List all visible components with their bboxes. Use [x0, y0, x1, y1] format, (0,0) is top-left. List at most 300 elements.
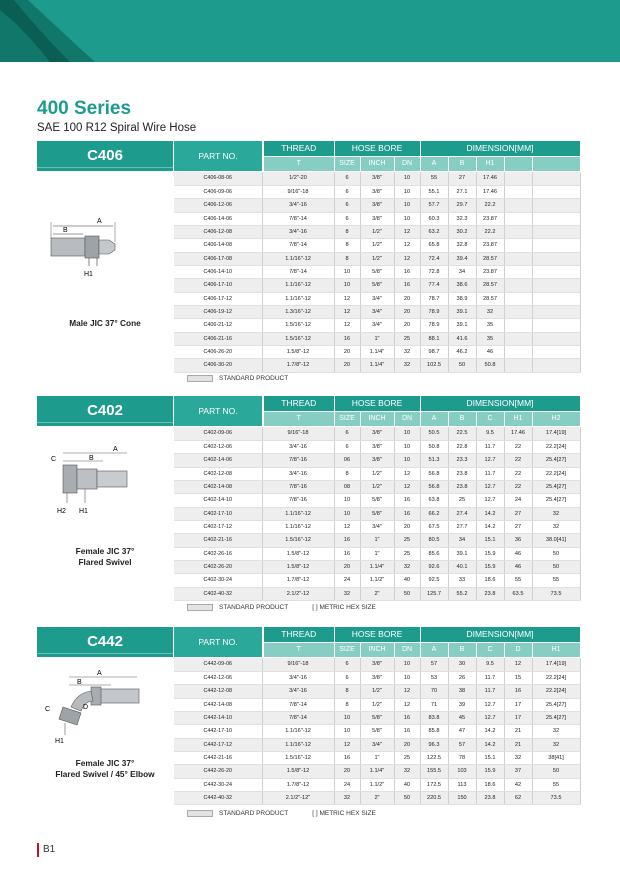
table-cell: 72.8: [420, 265, 448, 278]
table-cell: 1.1/4": [360, 765, 394, 778]
dim-col-header: D: [504, 642, 532, 657]
table-cell: 10: [394, 658, 420, 671]
table-cell: 38: [448, 685, 476, 698]
table-cell: 12: [394, 698, 420, 711]
fitting-name: [37, 758, 173, 780]
table-cell: 16: [504, 685, 532, 698]
table-cell: 25: [394, 332, 420, 345]
table-cell: 10: [334, 265, 360, 278]
table-cell: 32: [532, 507, 580, 520]
part-number-cell: C406-12-06: [174, 199, 262, 212]
table-cell: 7/8"-14: [262, 212, 334, 225]
female-jic-swivel-diagram: [37, 441, 173, 531]
table-cell: [532, 319, 580, 332]
table-cell: 50: [394, 791, 420, 804]
part-code-label: C402: [37, 396, 173, 426]
table-cell: [504, 172, 532, 185]
table-cell: 6: [334, 212, 360, 225]
table-cell: 15: [504, 671, 532, 684]
table-cell: 1/2": [360, 685, 394, 698]
table-cell: 27: [504, 520, 532, 533]
table-row: [174, 212, 580, 225]
table-cell: 85.8: [420, 725, 448, 738]
table-cell: 63.8: [420, 494, 448, 507]
part-number-cell: C402-26-16: [174, 547, 262, 560]
hose-bore-header: HOSE BORE: [334, 627, 420, 642]
table-cell: 6: [334, 185, 360, 198]
table-cell: 1/2": [360, 467, 394, 480]
table-cell: 72.4: [420, 252, 448, 265]
table-row: [174, 480, 580, 493]
dim-col-header: H1: [532, 642, 580, 657]
thread-header: THREAD: [264, 141, 334, 156]
table-cell: 102.5: [420, 359, 448, 372]
table-cell: 1.7/8"-12: [262, 574, 334, 587]
table-cell: 3/4"-16: [262, 685, 334, 698]
table-cell: 1.1/16"-12: [262, 520, 334, 533]
table-cell: 10: [394, 671, 420, 684]
table-cell: 15.1: [476, 751, 504, 764]
table-cell: 40.1: [448, 560, 476, 573]
part-code-label: C442: [37, 627, 173, 657]
table-cell: 20: [394, 319, 420, 332]
table-cell: 23.8: [448, 467, 476, 480]
table-cell: 17.4[19]: [532, 427, 580, 440]
table-cell: 1.3/16"-12: [262, 305, 334, 318]
section-header: [37, 141, 583, 171]
table-cell: 25.4[27]: [532, 711, 580, 724]
dn-header: DN: [394, 642, 420, 657]
part-number-cell: C402-40-32: [174, 587, 262, 600]
table-row: [174, 172, 580, 185]
table-cell: 113: [448, 778, 476, 791]
table-row: [174, 225, 580, 238]
table-row: [174, 560, 580, 573]
table-cell: 2": [360, 791, 394, 804]
part-number-cell: C442-30-24: [174, 778, 262, 791]
table-cell: 8: [334, 252, 360, 265]
table-cell: 28.57: [476, 252, 504, 265]
table-cell: 78: [448, 751, 476, 764]
table-cell: 38.0[41]: [532, 534, 580, 547]
table-cell: 1.1/2": [360, 574, 394, 587]
table-cell: 1.5/8"-12: [262, 560, 334, 573]
dim-a-label: A: [113, 446, 118, 453]
standard-product-swatch: [187, 810, 213, 817]
dim-a-label: A: [97, 218, 102, 225]
table-cell: 50: [448, 359, 476, 372]
table-cell: 78.9: [420, 319, 448, 332]
part-number-cell: C402-12-06: [174, 440, 262, 453]
standard-product-swatch: [187, 375, 213, 382]
table-cell: 10: [334, 507, 360, 520]
table-cell: 21: [504, 725, 532, 738]
table-cell: 9/16"-18: [262, 185, 334, 198]
part-number-cell: C402-14-06: [174, 454, 262, 467]
table-cell: 14.2: [476, 520, 504, 533]
table-cell: 25.4[27]: [532, 454, 580, 467]
fitting-name: [37, 546, 173, 568]
table-cell: 32: [532, 520, 580, 533]
table-cell: 17.46: [504, 427, 532, 440]
series-subtitle: SAE 100 R12 Spiral Wire Hose: [37, 122, 197, 134]
part-number-cell: C406-30-20: [174, 359, 262, 372]
table-cell: 96.3: [420, 738, 448, 751]
table-row: [174, 345, 580, 358]
table-cell: 55: [532, 778, 580, 791]
size-header: SIZE: [334, 156, 360, 171]
table-cell: 12: [334, 520, 360, 533]
part-number-cell: C406-19-12: [174, 305, 262, 318]
table-cell: 32: [532, 725, 580, 738]
dim-b-label: B: [89, 455, 94, 462]
table-cell: 7/8"-16: [262, 494, 334, 507]
table-cell: 20: [334, 560, 360, 573]
table-cell: 3/8": [360, 671, 394, 684]
table-cell: 1.5/8"-12: [262, 345, 334, 358]
table-cell: 34: [448, 265, 476, 278]
table-cell: 67.5: [420, 520, 448, 533]
dim-col-header: A: [420, 642, 448, 657]
part-number-cell: C406-09-06: [174, 185, 262, 198]
table-cell: 6: [334, 172, 360, 185]
table-cell: 20: [394, 305, 420, 318]
table-row: [174, 279, 580, 292]
table-cell: 29.7: [448, 199, 476, 212]
metric-hex-size-label: [ ] METRIC HEX SIZE: [312, 810, 376, 817]
table-cell: 25.4[27]: [532, 480, 580, 493]
part-number-cell: C406-14-10: [174, 265, 262, 278]
table-cell: 17.4[19]: [532, 658, 580, 671]
table-cell: 66.2: [420, 507, 448, 520]
table-cell: [504, 185, 532, 198]
part-number-cell: C406-12-08: [174, 225, 262, 238]
table-cell: 83.8: [420, 711, 448, 724]
table-cell: 5/8": [360, 494, 394, 507]
table-cell: 80.5: [420, 534, 448, 547]
fitting-name-line: Flared Swivel: [78, 557, 132, 567]
table-cell: 35: [476, 319, 504, 332]
table-cell: 32: [476, 305, 504, 318]
table-cell: 1/2": [360, 480, 394, 493]
table-cell: 10: [334, 279, 360, 292]
dim-col-header: [504, 156, 532, 171]
table-cell: 1/2": [360, 239, 394, 252]
table-cell: 10: [394, 199, 420, 212]
part-number-cell: C402-14-10: [174, 494, 262, 507]
table-cell: 98.7: [420, 345, 448, 358]
table-cell: 24: [334, 778, 360, 791]
table-cell: 92.5: [420, 574, 448, 587]
part-number-cell: C442-14-10: [174, 711, 262, 724]
table-cell: 27.7: [448, 520, 476, 533]
table-cell: 2": [360, 587, 394, 600]
table-cell: 8: [334, 698, 360, 711]
standard-product-label: STANDARD PRODUCT: [219, 375, 289, 382]
table-cell: 12.7: [476, 454, 504, 467]
part-code-label: C406: [37, 141, 173, 171]
table-row: [174, 658, 580, 671]
legend: [187, 375, 288, 382]
table-cell: 1.5/16"-12: [262, 751, 334, 764]
table-cell: 25: [394, 534, 420, 547]
table-cell: 3/4": [360, 292, 394, 305]
table-cell: 18.6: [476, 778, 504, 791]
table-cell: 50.8: [420, 440, 448, 453]
dim-col-header: B: [448, 642, 476, 657]
table-cell: 3/4"-16: [262, 199, 334, 212]
table-cell: 1.1/4": [360, 560, 394, 573]
part-number-cell: C442-26-20: [174, 765, 262, 778]
dim-b-label: B: [77, 679, 82, 686]
hose-bore-header: HOSE BORE: [334, 141, 420, 156]
table-cell: [532, 172, 580, 185]
table-cell: 17.46: [476, 172, 504, 185]
table-cell: 6: [334, 199, 360, 212]
table-cell: 7/8"-14: [262, 239, 334, 252]
table-cell: 92.6: [420, 560, 448, 573]
table-cell: 53: [420, 671, 448, 684]
table-cell: 16: [334, 751, 360, 764]
table-cell: 41.6: [448, 332, 476, 345]
table-cell: 3/4"-16: [262, 467, 334, 480]
table-cell: 5/8": [360, 265, 394, 278]
spec-table: [174, 658, 581, 805]
part-number-cell: C402-09-06: [174, 427, 262, 440]
table-cell: 122.5: [420, 751, 448, 764]
table-cell: 10: [394, 172, 420, 185]
table-cell: 10: [394, 212, 420, 225]
table-cell: 3/4"-16: [262, 671, 334, 684]
table-row: [174, 427, 580, 440]
table-cell: 14.2: [476, 725, 504, 738]
table-cell: [504, 199, 532, 212]
table-cell: 50: [532, 560, 580, 573]
hose-bore-header: HOSE BORE: [334, 396, 420, 411]
table-cell: 12: [394, 252, 420, 265]
table-cell: 1.1/2": [360, 778, 394, 791]
table-cell: [504, 359, 532, 372]
table-cell: 7/8"-14: [262, 698, 334, 711]
table-cell: 1/2": [360, 225, 394, 238]
table-cell: 15.1: [476, 534, 504, 547]
dn-header: DN: [394, 411, 420, 426]
table-cell: [532, 212, 580, 225]
table-cell: 39: [448, 698, 476, 711]
table-cell: 1.1/16"-12: [262, 292, 334, 305]
table-cell: 8: [334, 225, 360, 238]
table-cell: 3/4": [360, 305, 394, 318]
table-cell: 22.2[24]: [532, 467, 580, 480]
table-cell: 46: [476, 345, 504, 358]
table-cell: 18.6: [476, 574, 504, 587]
table-cell: 22: [504, 440, 532, 453]
table-cell: 63.2: [420, 225, 448, 238]
table-cell: 88.1: [420, 332, 448, 345]
table-cell: 1.5/8"-12: [262, 547, 334, 560]
table-cell: 1.1/4": [360, 359, 394, 372]
table-cell: 22.2[24]: [532, 685, 580, 698]
table-cell: [504, 279, 532, 292]
table-cell: 32.3: [448, 212, 476, 225]
table-cell: [504, 212, 532, 225]
table-cell: 5/8": [360, 507, 394, 520]
part-no-header: PART NO.: [174, 141, 262, 171]
table-cell: 85.6: [420, 547, 448, 560]
table-row: [174, 185, 580, 198]
table-cell: 12: [394, 480, 420, 493]
part-number-cell: C406-08-06: [174, 172, 262, 185]
table-cell: 17.46: [476, 185, 504, 198]
table-cell: 22: [504, 454, 532, 467]
table-cell: 103: [448, 765, 476, 778]
part-number-cell: C402-30-24: [174, 574, 262, 587]
fitting-name: [37, 318, 173, 329]
table-cell: 16: [394, 279, 420, 292]
table-cell: 23.87: [476, 265, 504, 278]
part-number-cell: C402-12-08: [174, 467, 262, 480]
part-number-cell: C442-09-06: [174, 658, 262, 671]
table-cell: 22.2[24]: [532, 671, 580, 684]
table-cell: 12.7: [476, 698, 504, 711]
table-cell: 57: [420, 658, 448, 671]
table-cell: 16: [334, 547, 360, 560]
table-cell: 14.2: [476, 738, 504, 751]
thread-sub-header: T: [264, 411, 334, 426]
table-cell: 23.3: [448, 454, 476, 467]
table-cell: 57.7: [420, 199, 448, 212]
table-cell: 40: [394, 778, 420, 791]
table-cell: [504, 319, 532, 332]
table-cell: 32: [394, 560, 420, 573]
table-cell: 1/2": [360, 698, 394, 711]
table-cell: 220.5: [420, 791, 448, 804]
table-cell: 38.6: [448, 279, 476, 292]
table-cell: 12: [394, 467, 420, 480]
table-cell: [532, 292, 580, 305]
dim-col-header: H1: [504, 411, 532, 426]
table-cell: [532, 265, 580, 278]
swoosh-graphic: [0, 0, 620, 62]
table-cell: 1.5/16"-12: [262, 534, 334, 547]
dimension-header: DIMENSION[MM]: [420, 627, 580, 642]
elbow-45-diagram: [37, 663, 173, 753]
table-cell: 15.9: [476, 560, 504, 573]
table-cell: 22.2: [476, 199, 504, 212]
series-title: 400 Series: [37, 98, 132, 119]
table-cell: 46.2: [448, 345, 476, 358]
table-cell: 2.1/2"-12": [262, 791, 334, 804]
table-cell: 3/8": [360, 427, 394, 440]
table-row: [174, 467, 580, 480]
table-cell: 1.5/8"-12: [262, 765, 334, 778]
standard-product-label: STANDARD PRODUCT: [219, 810, 289, 817]
table-cell: 11.7: [476, 467, 504, 480]
part-number-cell: C402-17-12: [174, 520, 262, 533]
table-cell: 1.1/16"-12: [262, 252, 334, 265]
section-c406: [37, 141, 583, 389]
table-cell: 8: [334, 685, 360, 698]
table-cell: 45: [448, 711, 476, 724]
spec-table: [174, 172, 581, 373]
table-cell: 172.5: [420, 778, 448, 791]
dim-col-header: A: [420, 156, 448, 171]
table-cell: 22.5: [448, 427, 476, 440]
table-cell: 77.4: [420, 279, 448, 292]
standard-product-swatch: [187, 604, 213, 611]
table-cell: 25.4[27]: [532, 698, 580, 711]
table-cell: 40: [394, 574, 420, 587]
dim-col-header: [532, 156, 580, 171]
table-cell: [532, 252, 580, 265]
table-cell: 7/8"-14: [262, 711, 334, 724]
fitting-name-line: Female JIC 37°: [75, 758, 135, 768]
table-row: [174, 698, 580, 711]
table-cell: 20: [394, 292, 420, 305]
part-number-cell: C402-26-20: [174, 560, 262, 573]
table-cell: [532, 225, 580, 238]
table-cell: 56.8: [420, 480, 448, 493]
table-cell: 73.5: [532, 587, 580, 600]
table-cell: 30.2: [448, 225, 476, 238]
table-cell: 1.7/8"-12: [262, 778, 334, 791]
legend: [187, 810, 376, 817]
thread-header: THREAD: [264, 627, 334, 642]
part-number-cell: C442-14-08: [174, 698, 262, 711]
table-cell: [504, 345, 532, 358]
table-cell: 1": [360, 547, 394, 560]
header-band: [0, 0, 620, 62]
table-cell: 25: [394, 751, 420, 764]
table-cell: 3/4"-16: [262, 440, 334, 453]
table-cell: 10: [394, 185, 420, 198]
table-cell: 1": [360, 751, 394, 764]
table-cell: 9/16"-18: [262, 658, 334, 671]
table-cell: 46: [504, 547, 532, 560]
table-cell: 16: [334, 534, 360, 547]
table-cell: 15.9: [476, 765, 504, 778]
table-cell: [532, 279, 580, 292]
inch-header: INCH: [360, 411, 394, 426]
table-cell: 3/8": [360, 199, 394, 212]
table-cell: 3/4": [360, 738, 394, 751]
fitting-drawing: [37, 441, 173, 531]
table-cell: 32.8: [448, 239, 476, 252]
table-row: [174, 587, 580, 600]
table-cell: 150: [448, 791, 476, 804]
part-number-cell: C442-17-12: [174, 738, 262, 751]
table-cell: 3/4": [360, 520, 394, 533]
table-cell: 62: [504, 791, 532, 804]
table-row: [174, 199, 580, 212]
table-cell: 78.9: [420, 305, 448, 318]
dimension-header: DIMENSION[MM]: [420, 396, 580, 411]
standard-product-label: STANDARD PRODUCT: [219, 604, 289, 611]
table-row: [174, 671, 580, 684]
column-header-table: [264, 627, 581, 657]
part-number-cell: C406-14-06: [174, 212, 262, 225]
table-cell: 1.1/16"-12: [262, 279, 334, 292]
table-cell: 38.9: [448, 292, 476, 305]
fitting-name-line: Male JIC 37° Cone: [69, 318, 141, 328]
column-header-table: [264, 396, 581, 426]
dim-h2-label: H2: [57, 508, 66, 515]
table-cell: 24: [504, 494, 532, 507]
size-header: SIZE: [334, 411, 360, 426]
table-cell: 10: [334, 711, 360, 724]
section-header: [37, 627, 583, 657]
table-cell: [504, 265, 532, 278]
